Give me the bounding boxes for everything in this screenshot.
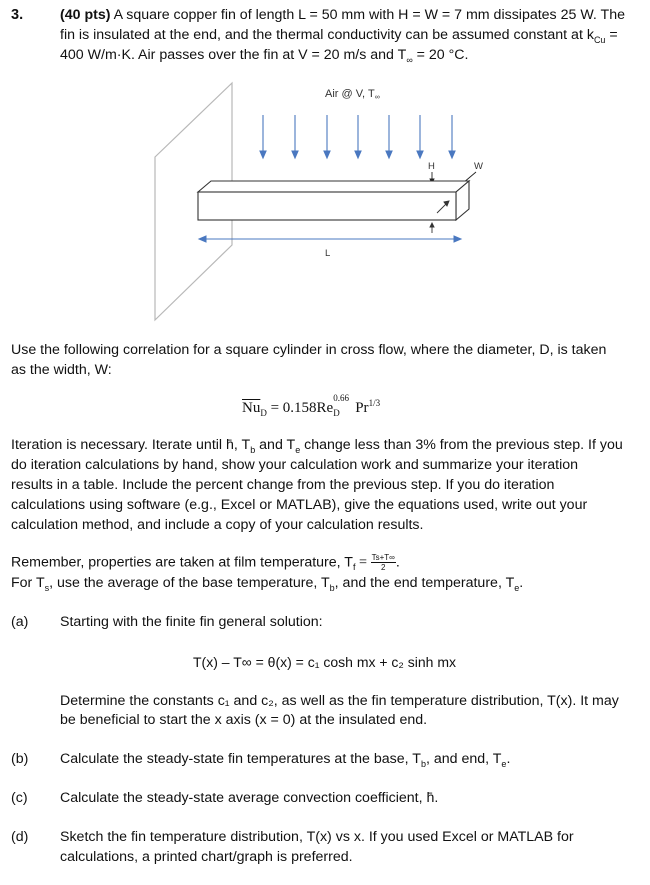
iteration-line-1: [11, 437, 623, 455]
remember-text-1: Remember, properties are taken at film temperature, T: [11, 554, 353, 571]
fraction-denominator: 2: [381, 563, 386, 572]
remember-text-2b: , use the average of the base temperature, T: [49, 575, 330, 591]
tb-sub-2: b: [329, 582, 335, 593]
l-label: L: [325, 248, 331, 259]
problem-header-line-3: [60, 47, 469, 65]
correlation-intro-1: Use the following correlation for a square cylinder in cross flow, where the diameter, D, is taken: [11, 342, 607, 358]
iteration-line-4: calculations using software (e.g., Excel or MATLAB), give the equations used, write out your: [11, 497, 588, 513]
tf-sub: f: [352, 562, 356, 573]
part-a-label: (a): [11, 614, 29, 630]
header-text-3-end: = 20 °C.: [412, 47, 469, 63]
air-label: Air @ V, T∞: [325, 88, 380, 101]
fin-general-solution: T(x) – T∞ = θ(x) = c₁ cosh mx + c₂ sinh mx: [193, 654, 456, 670]
w-label: W: [474, 161, 483, 172]
part-d-label: (d): [11, 829, 29, 845]
part-b-text: [60, 751, 510, 769]
pr-superscript: 1/3: [368, 398, 381, 408]
part-d-text-1: Sketch the fin temperature distribution, T(x) vs x. If you used Excel or MATLAB for: [60, 829, 574, 845]
part-a-text: Starting with the finite fin general solution:: [60, 614, 323, 630]
fin-diagram: [0, 75, 650, 325]
remember-line-1: [11, 553, 400, 572]
iter-text-1c: change less than 3% from the previous step. If you: [300, 437, 623, 453]
fraction-numerator: Ts+T∞: [371, 553, 395, 562]
remember-text-2d: .: [519, 575, 524, 591]
length-dimension: [199, 236, 461, 242]
part-b-tb-sub: b: [420, 758, 426, 769]
part-d-text-2: calculations, a printed chart/graph is preferred.: [60, 849, 353, 865]
k-subscript: Cu: [593, 34, 606, 45]
iter-text-1b: and T: [255, 437, 296, 453]
nu-symbol: $\overline{Nu}$: [242, 400, 261, 416]
nu-subscript: D: [260, 408, 267, 418]
air-flow-arrows: [260, 115, 455, 158]
part-a-text-2: Determine the constants c₁ and c₂, as well as the fin temperature distribution, T(x). It may: [60, 693, 619, 709]
fin-body: [198, 181, 469, 220]
part-c-label: (c): [11, 790, 28, 806]
iter-text-1a: Iteration is necessary. Iterate until h̄, T: [11, 437, 251, 453]
header-text-2-end: =: [605, 27, 618, 43]
part-b-text-a: Calculate the steady-state fin temperatures at the base, T: [60, 751, 421, 767]
ts-sub: s: [44, 582, 50, 593]
iteration-line-5: calculation method, and include a copy of your calculation results.: [11, 517, 424, 533]
header-text-3: 400 W/m·K. Air passes over the fin at V = 20 m/s and T: [60, 47, 407, 63]
problem-points: (40 pts): [60, 7, 111, 23]
part-b-te-sub: e: [501, 758, 507, 769]
pr-symbol: Pr: [355, 400, 369, 416]
te-sub-2: e: [514, 582, 520, 593]
part-c-text: Calculate the steady-state average convection coefficient, h̄.: [60, 790, 439, 806]
h-label: H: [428, 161, 435, 172]
part-b-text-b: , and end, T: [425, 751, 502, 767]
iteration-line-2: do iteration calculations by hand, show your calculation work and summarize your iteration: [11, 457, 579, 473]
remember-line-2: [11, 575, 523, 593]
part-b-label: (b): [11, 751, 29, 767]
problem-number: 3.: [11, 7, 24, 23]
re-superscript: 0.66: [333, 393, 349, 403]
tinf-subscript: ∞: [406, 54, 413, 65]
tb-sub: b: [250, 444, 256, 455]
header-text-2: fin is insulated at the end, and the thermal conductivity can be assumed constant at k: [60, 27, 594, 43]
part-a-text-3: be beneficial to start the x axis (x = 0) at the insulated end.: [60, 712, 428, 728]
film-temp-fraction: [371, 553, 396, 572]
iteration-line-3: results in a table. Include the percent change from the previous step. If you do iteration: [11, 477, 555, 493]
nusselt-correlation: [242, 393, 381, 418]
correlation-intro-2: as the width, W:: [11, 362, 112, 378]
problem-header-line-2: [60, 27, 618, 45]
equals-sign: =: [355, 554, 371, 571]
eq-text: = 0.158Re: [266, 400, 334, 416]
re-subscript: D: [333, 408, 340, 418]
remember-text-2c: , and the end temperature, T: [334, 575, 515, 591]
part-b-text-c: .: [506, 751, 511, 767]
problem-header-line-1: [60, 7, 625, 23]
remember-period: .: [395, 554, 400, 571]
te-sub: e: [295, 444, 301, 455]
re-exponents: [333, 393, 355, 418]
header-text-1: A square copper fin of length L = 50 mm with H = W = 7 mm dissipates 25 W. The: [110, 7, 625, 23]
remember-text-2a: For T: [11, 575, 45, 591]
